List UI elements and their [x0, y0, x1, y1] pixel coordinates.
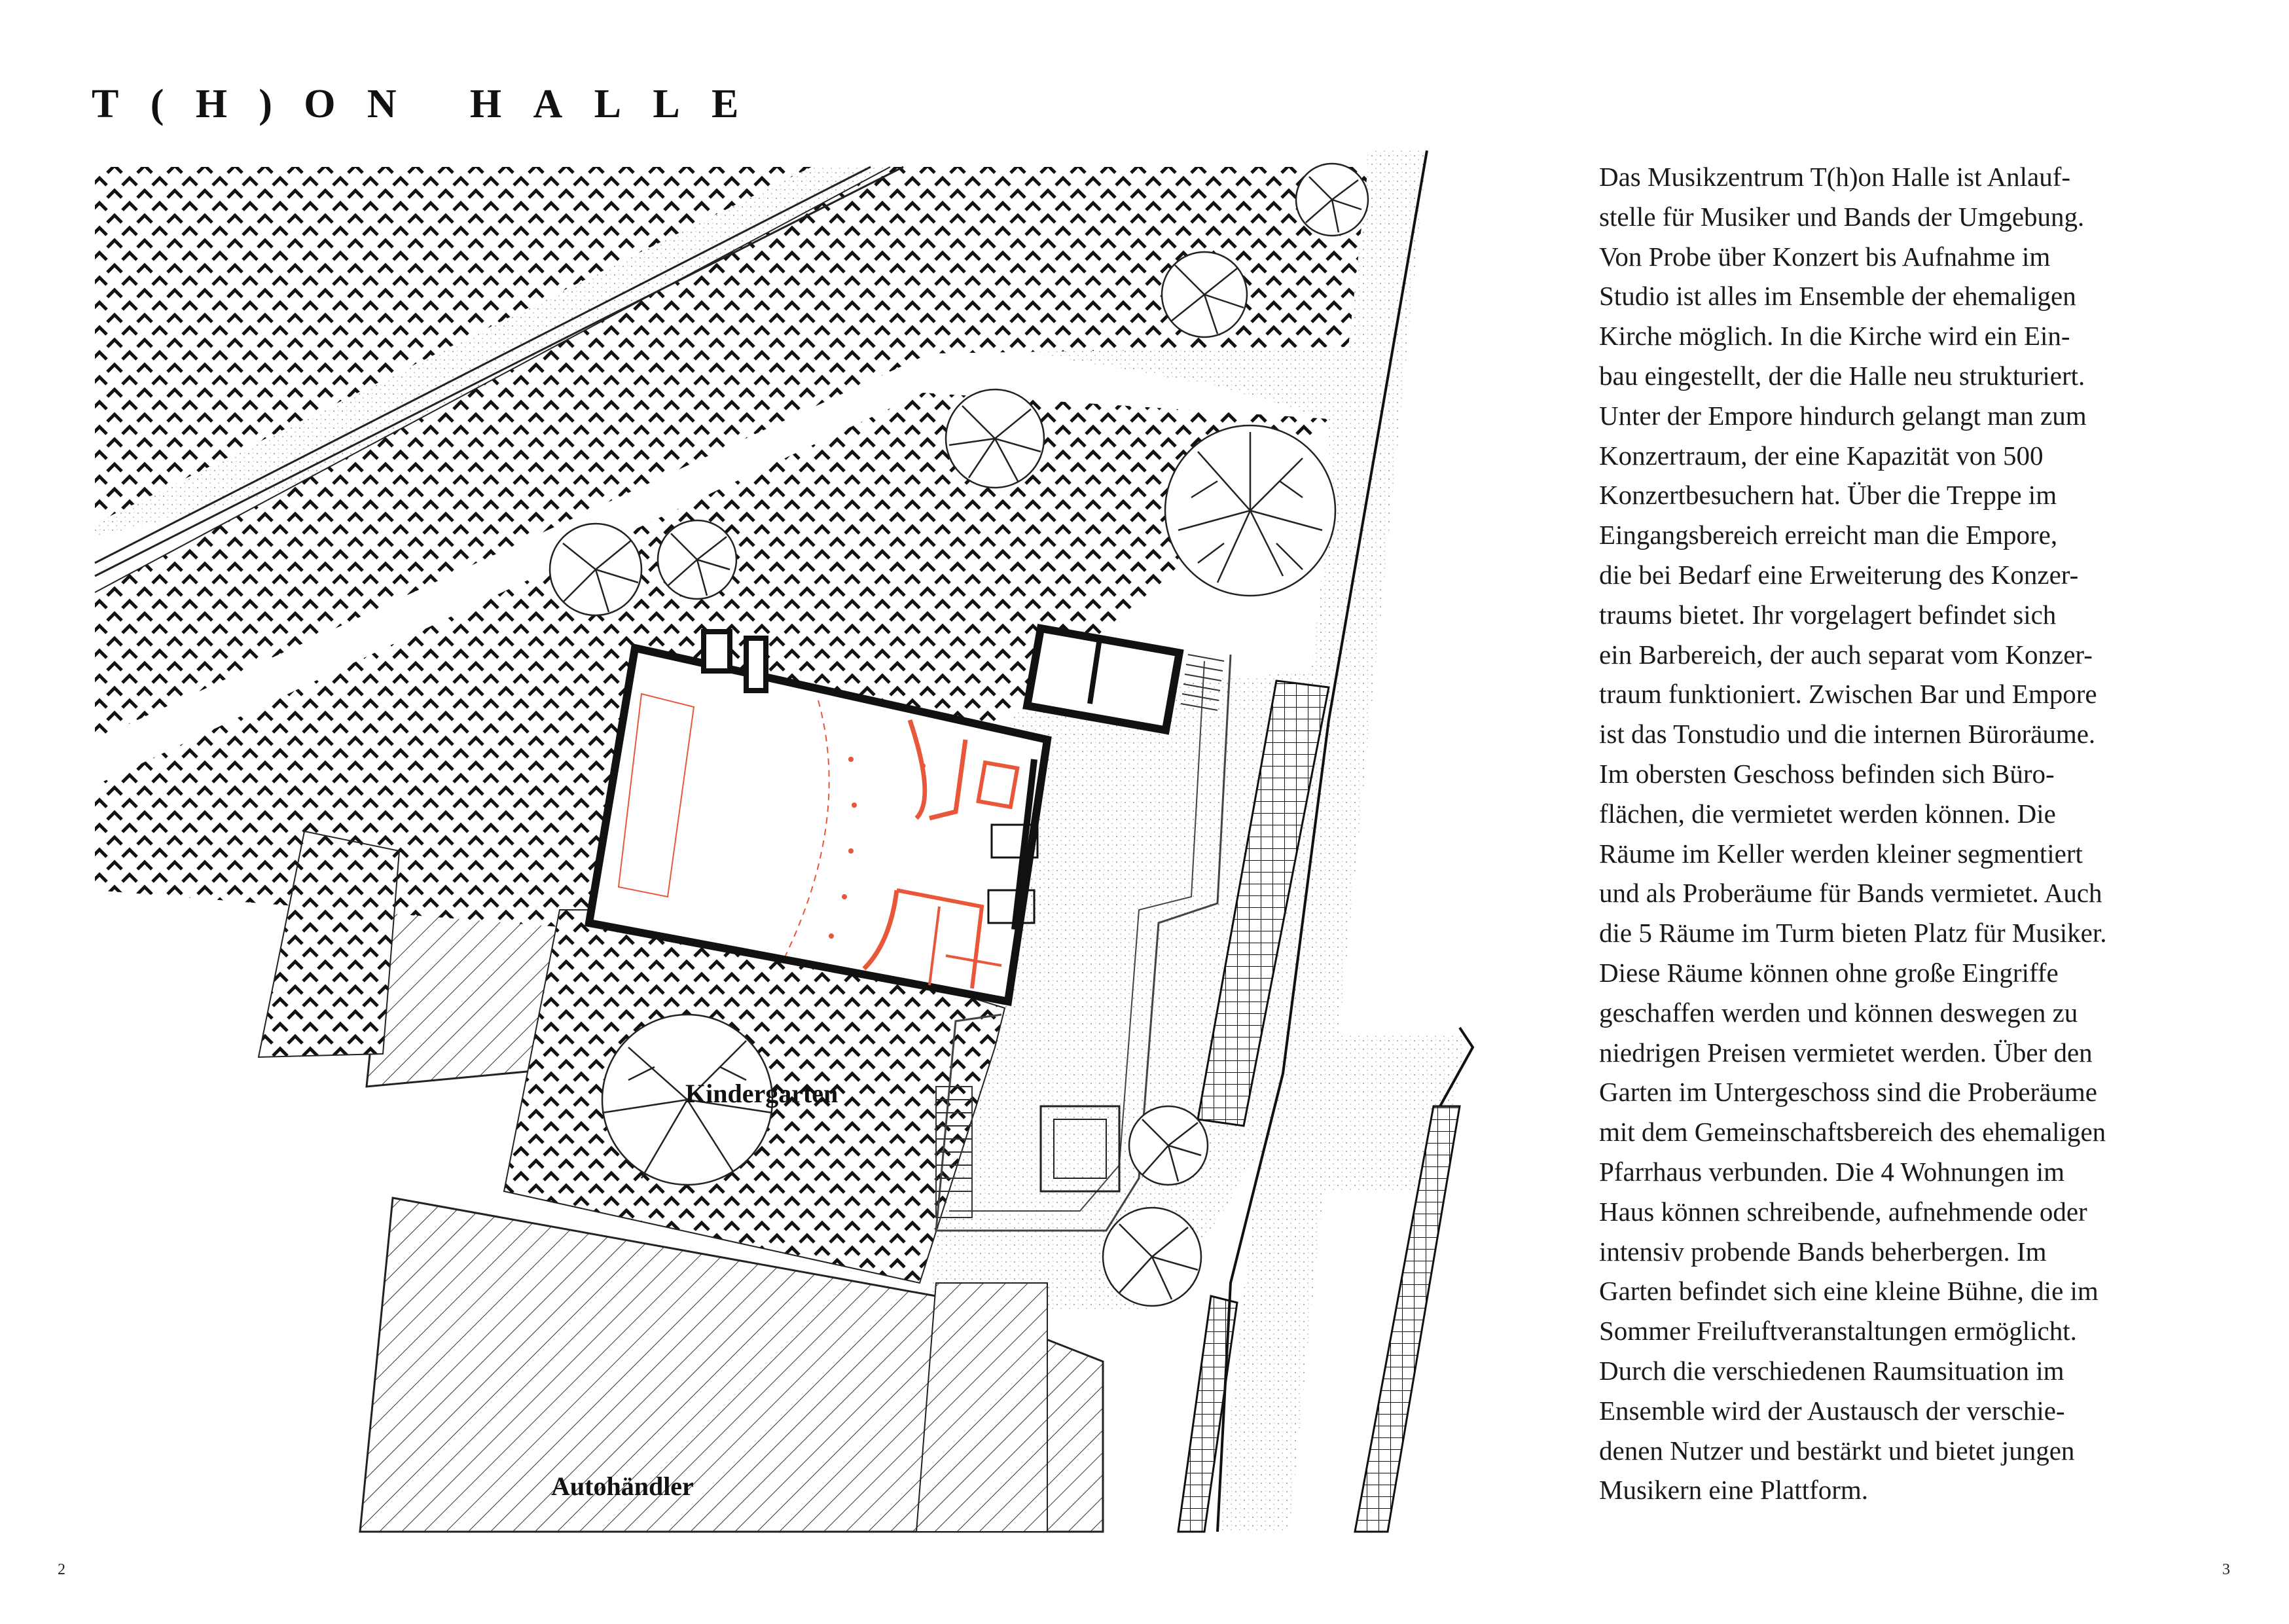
- page-number-right: 3: [2222, 1561, 2230, 1578]
- text-line: Eingangsbereich erreicht man die Empore,: [1599, 520, 2058, 550]
- tree: [1103, 1208, 1201, 1306]
- text-line: Garten befindet sich eine kleine Bühne, die im: [1599, 1276, 2099, 1307]
- text-line: intensiv probende Bands beherbergen. Im: [1599, 1236, 2047, 1267]
- tree: [946, 389, 1044, 488]
- text-line: ein Barbereich, der auch separat vom Konzer-: [1599, 639, 2093, 670]
- text-line: Musikern eine Plattform.: [1599, 1475, 1869, 1506]
- page-number-left: 2: [58, 1561, 65, 1578]
- text-line: geschaffen werden und können deswegen zu: [1599, 997, 2078, 1028]
- page-title: T(H)ON HALLE: [92, 82, 770, 126]
- text-line: traums bietet. Ihr vorgelagert befindet sich: [1599, 599, 2057, 630]
- tree: [658, 520, 736, 599]
- autohaendler-label: Autohändler: [551, 1471, 694, 1501]
- text-line: und als Proberäume für Bands vermietet. Auch: [1599, 878, 2102, 909]
- text-line: Unter der Empore hindurch gelangt man zum: [1599, 400, 2087, 431]
- tree: [550, 524, 641, 615]
- text-line: Durch die verschiedenen Raumsituation im: [1599, 1355, 2064, 1386]
- text-line: Diese Räume können ohne große Eingriffe: [1599, 957, 2059, 988]
- text-line: Räume im Keller werden kleiner segmentiert: [1599, 838, 2083, 869]
- text-line: Konzertraum, der eine Kapazität von 500: [1599, 440, 2044, 471]
- text-line: mit dem Gemeinschaftsbereich des ehemaligen: [1599, 1117, 2106, 1147]
- text-line: Ensemble wird der Austausch der verschie-: [1599, 1395, 2065, 1426]
- tree: [1129, 1106, 1208, 1185]
- text-line: stelle für Musiker und Bands der Umgebung.: [1599, 201, 2085, 232]
- description-text: [1599, 157, 2227, 1510]
- text-line: Von Probe über Konzert bis Aufnahme im: [1599, 241, 2051, 272]
- text-line: Haus können schreibende, aufnehmende oder: [1599, 1196, 2087, 1227]
- tree: [1296, 164, 1368, 236]
- text-line: traum funktioniert. Zwischen Bar und Empore: [1599, 679, 2097, 710]
- text-line: Sommer Freiluftveranstaltungen ermöglicht.: [1599, 1316, 2077, 1346]
- tree: [1165, 425, 1335, 596]
- text-line: bau eingestellt, der die Halle neu strukturiert.: [1599, 360, 2085, 391]
- text-line: Studio ist alles im Ensemble der ehemaligen: [1599, 281, 2076, 312]
- text-line: Das Musikzentrum T(h)on Halle ist Anlauf-: [1599, 162, 2071, 192]
- tree: [1162, 252, 1247, 337]
- text-line: niedrigen Preisen vermietet werden. Über den: [1599, 1037, 2093, 1068]
- text-line: die bei Bedarf eine Erweiterung des Konzer-: [1599, 559, 2079, 590]
- text-line: Kirche möglich. In die Kirche wird ein Ein-: [1599, 321, 2070, 352]
- text-line: Konzertbesuchern hat. Über die Treppe im: [1599, 480, 2057, 511]
- text-line: Im obersten Geschoss befinden sich Büro-: [1599, 758, 2055, 789]
- text-line: die 5 Räume im Turm bieten Platz für Musiker.: [1599, 918, 2107, 948]
- text-line: ist das Tonstudio und die internen Büroräume.: [1599, 719, 2096, 749]
- text-line: flächen, die vermietet werden können. Die: [1599, 798, 2056, 829]
- kindergarten-label: Kindergarten: [685, 1079, 838, 1108]
- text-line: denen Nutzer und bestärkt und bietet jungen: [1599, 1435, 2075, 1466]
- text-line: Garten im Untergeschoss sind die Proberäume: [1599, 1077, 2097, 1108]
- hatched-annex: [916, 1283, 1047, 1532]
- text-line: Pfarrhaus verbunden. Die 4 Wohnungen im: [1599, 1156, 2065, 1187]
